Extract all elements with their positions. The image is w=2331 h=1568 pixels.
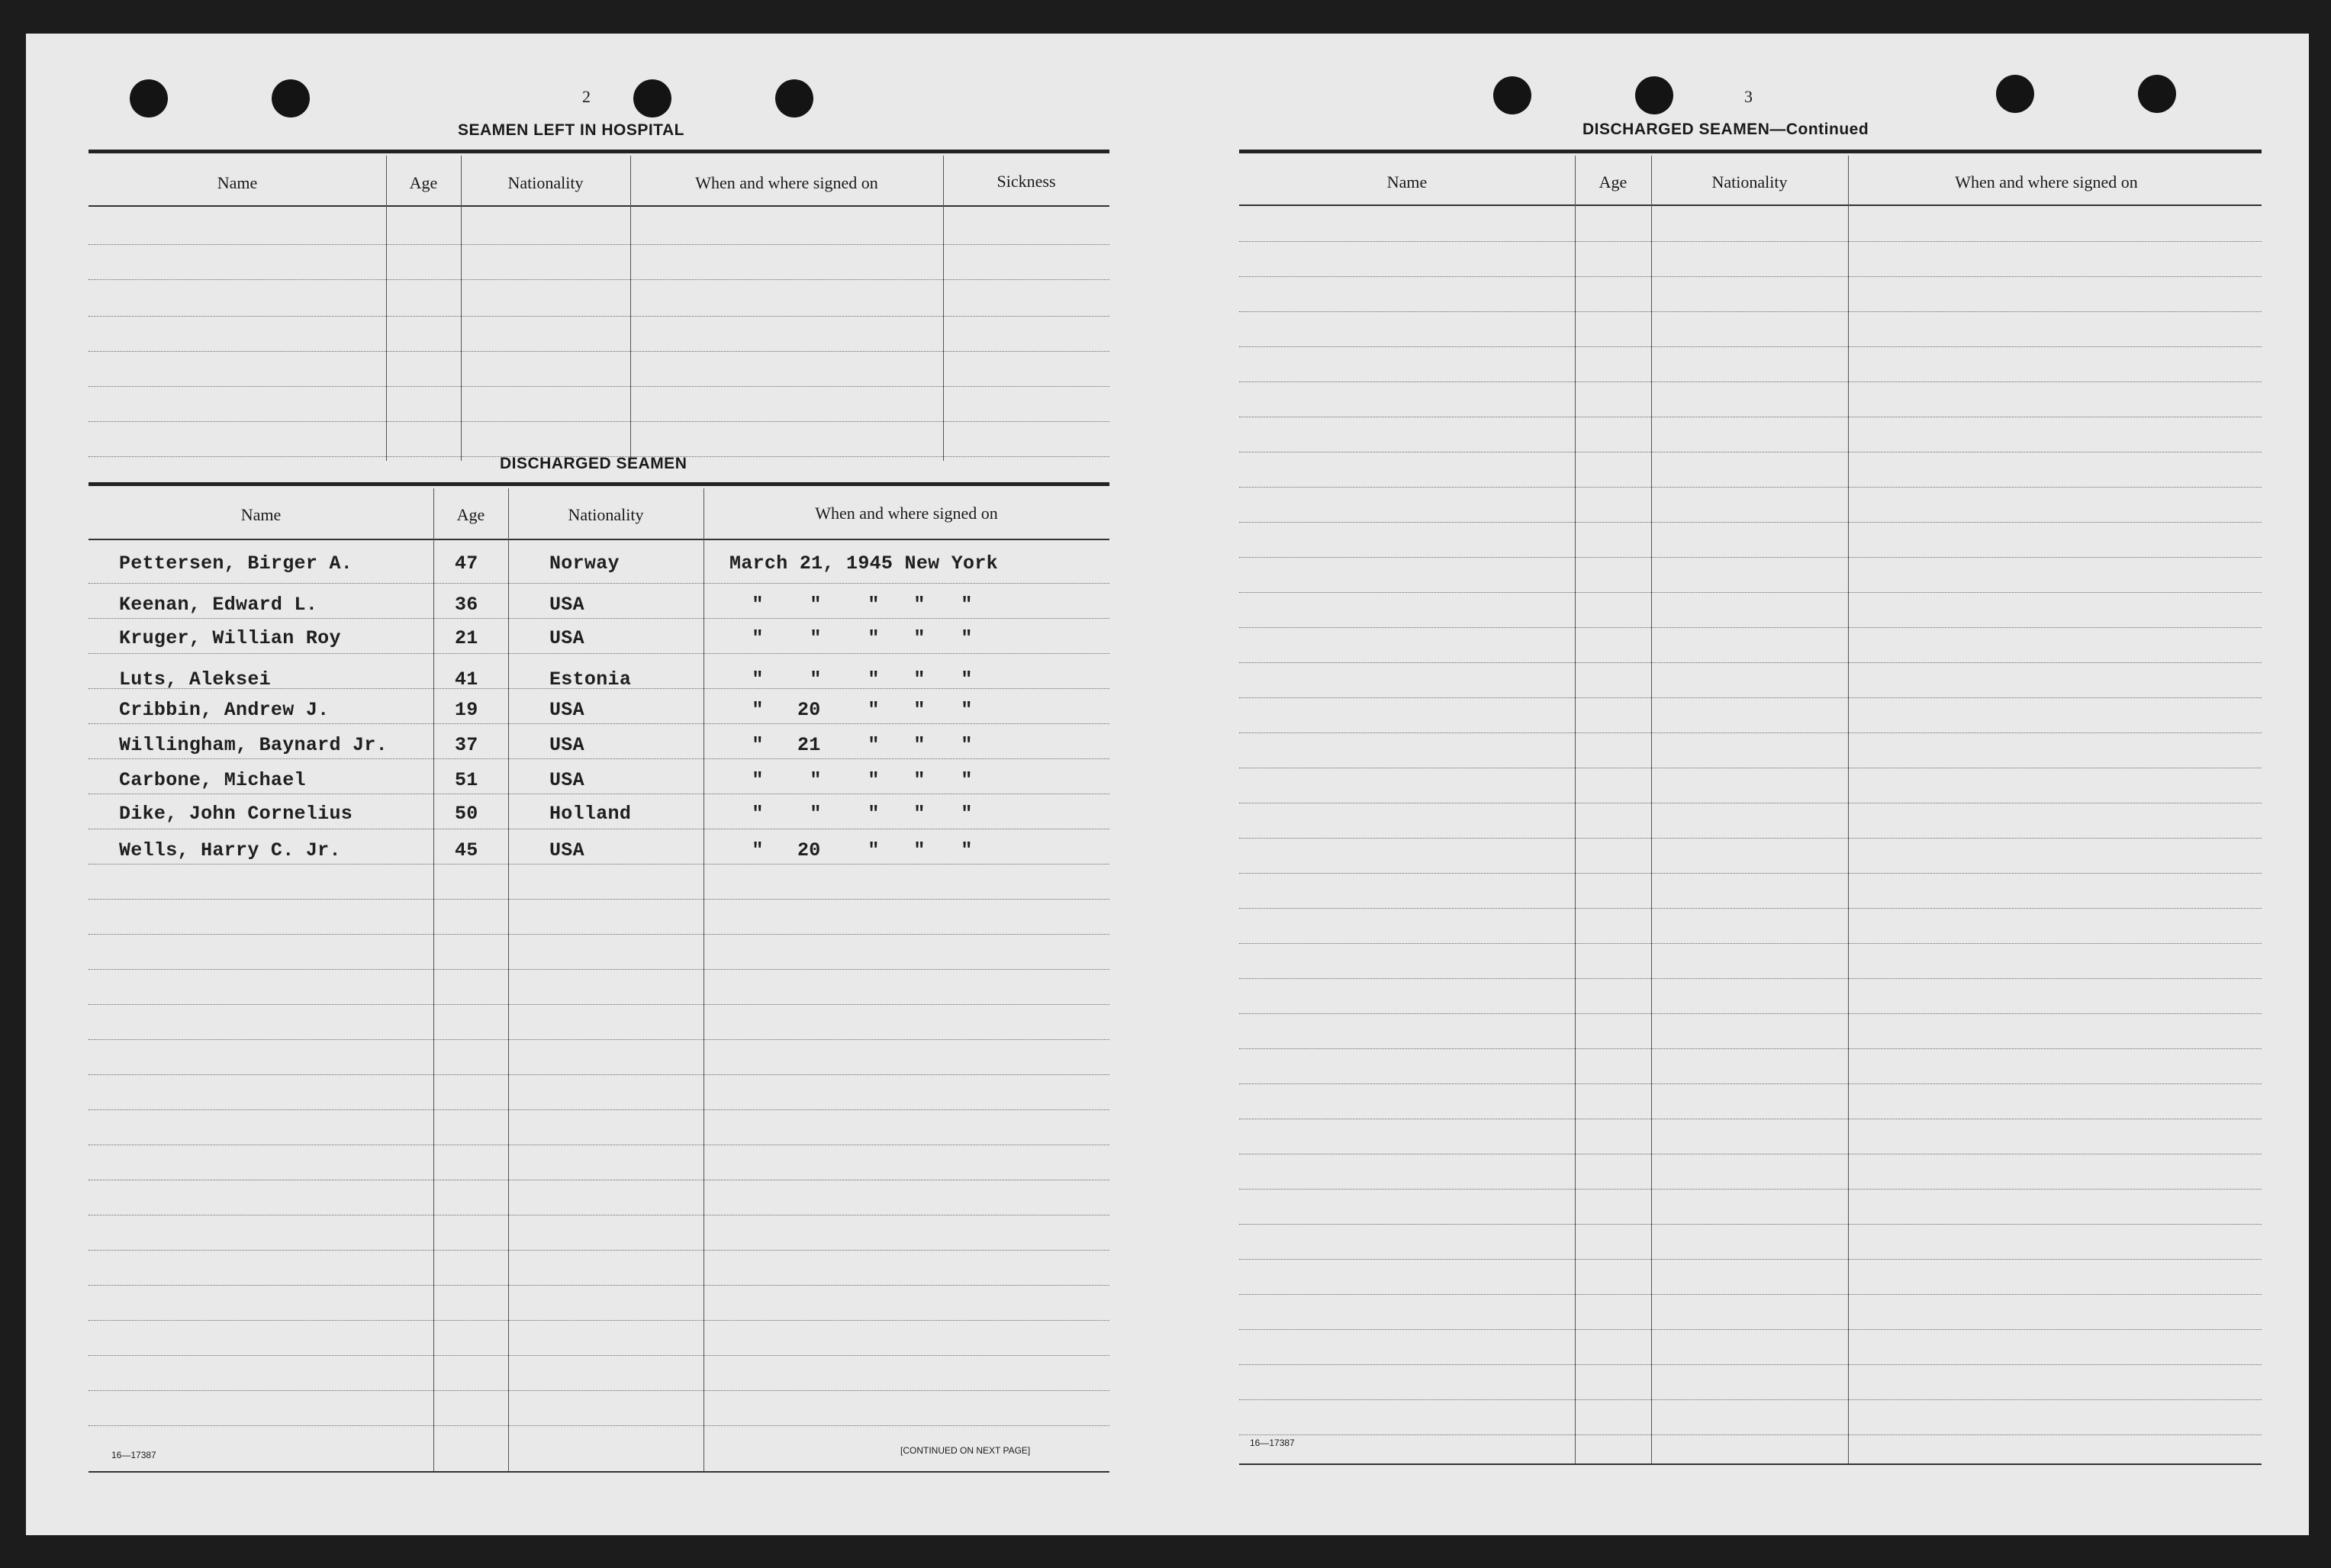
seaman-name: Cribbin, Andrew J. <box>119 699 330 721</box>
seaman-age: 45 <box>455 839 478 861</box>
signed-on-part: " <box>913 803 926 825</box>
seaman-name: Keenan, Edward L. <box>119 594 318 616</box>
column-header-nationality: Nationality <box>507 173 584 192</box>
signed-on-part: " <box>913 839 926 861</box>
signed-on-part: " <box>752 594 764 616</box>
column-header-signed-on: When and where signed on <box>1955 172 2138 192</box>
signed-on-part: " <box>961 594 973 616</box>
signed-on-part: " <box>961 668 973 691</box>
signed-on-part: " <box>913 627 926 649</box>
signed-on-part: " <box>752 769 764 791</box>
signed-on-part: " <box>752 699 764 721</box>
signed-on-part: " <box>961 803 973 825</box>
seaman-nationality: Norway <box>549 552 620 575</box>
signed-on-part: " <box>810 769 822 791</box>
seaman-age: 50 <box>455 803 478 825</box>
discharged-section-title: DISCHARGED SEAMEN <box>500 455 687 472</box>
seaman-age: 21 <box>455 627 478 649</box>
punch-hole <box>633 79 671 118</box>
page-number: 3 <box>1744 87 1753 106</box>
column-header-nationality: Nationality <box>1711 172 1788 192</box>
seaman-nationality: USA <box>549 699 584 721</box>
document-sheet <box>26 34 2309 1535</box>
signed-on-part: " <box>752 839 764 861</box>
signed-on-part: " <box>913 594 926 616</box>
seaman-name: Carbone, Michael <box>119 769 306 791</box>
form-number: 16—17387 <box>111 1450 156 1460</box>
signed-on-part: " <box>868 627 880 649</box>
signed-on-part: " <box>752 668 764 691</box>
seaman-nationality: USA <box>549 594 584 616</box>
seaman-age: 51 <box>455 769 478 791</box>
seaman-nationality: USA <box>549 627 584 649</box>
signed-on-part: " <box>752 627 764 649</box>
punch-hole <box>272 79 310 118</box>
signed-on-part: " <box>868 668 880 691</box>
punch-hole <box>1996 75 2034 113</box>
signed-on-part: " <box>913 734 926 756</box>
seaman-nationality: USA <box>549 839 584 861</box>
seaman-nationality: USA <box>549 769 584 791</box>
signed-on-part: " <box>810 668 822 691</box>
signed-on-part: 20 <box>797 699 821 721</box>
column-header-signed-on: When and where signed on <box>815 504 998 523</box>
punch-hole <box>775 79 813 118</box>
signed-on-part: " <box>752 734 764 756</box>
seaman-name: Willingham, Baynard Jr. <box>119 734 388 756</box>
discharged-continued-title: DISCHARGED SEAMEN—Continued <box>1582 121 1869 138</box>
signed-on-part: " <box>752 803 764 825</box>
seaman-age: 19 <box>455 699 478 721</box>
seaman-name: Kruger, Willian Roy <box>119 627 341 649</box>
signed-on-part: " <box>913 668 926 691</box>
form-number: 16—17387 <box>1250 1438 1295 1448</box>
column-header-age: Age <box>1599 172 1628 192</box>
punch-hole <box>1493 76 1531 114</box>
signed-on-part: " <box>868 803 880 825</box>
punch-hole <box>2138 75 2176 113</box>
signed-on-part: " <box>961 839 973 861</box>
continued-note: [CONTINUED ON NEXT PAGE] <box>900 1445 1031 1456</box>
signed-on-part: " <box>810 803 822 825</box>
column-header-age: Age <box>409 173 438 192</box>
punch-hole <box>130 79 168 118</box>
column-header-nationality: Nationality <box>568 505 644 524</box>
signed-on-part: " <box>913 769 926 791</box>
column-header-name: Name <box>217 173 258 192</box>
signed-on: March 21, 1945 New York <box>729 552 998 575</box>
signed-on-part: " <box>868 839 880 861</box>
column-header-name: Name <box>240 505 282 524</box>
signed-on-part: " <box>913 699 926 721</box>
seaman-nationality: USA <box>549 734 584 756</box>
signed-on-part: 20 <box>797 839 821 861</box>
seaman-name: Luts, Aleksei <box>119 668 271 691</box>
signed-on-part: " <box>810 594 822 616</box>
seaman-name: Dike, John Cornelius <box>119 803 353 825</box>
signed-on-part: 21 <box>797 734 821 756</box>
signed-on-part: " <box>868 734 880 756</box>
seaman-nationality: Estonia <box>549 668 632 691</box>
column-header-name: Name <box>1386 172 1428 192</box>
column-header-sickness: Sickness <box>996 172 1056 191</box>
signed-on-part: " <box>961 627 973 649</box>
signed-on-part: " <box>868 769 880 791</box>
seaman-age: 37 <box>455 734 478 756</box>
seaman-age: 47 <box>455 552 478 575</box>
seaman-age: 41 <box>455 668 478 691</box>
column-header-signed-on: When and where signed on <box>695 173 878 192</box>
signed-on-part: " <box>810 627 822 649</box>
punch-hole <box>1635 76 1673 114</box>
signed-on-part: " <box>961 734 973 756</box>
signed-on-part: " <box>961 769 973 791</box>
seaman-age: 36 <box>455 594 478 616</box>
hospital-section-title: SEAMEN LEFT IN HOSPITAL <box>458 121 684 139</box>
column-header-age: Age <box>456 505 485 524</box>
page-number: 2 <box>582 87 591 106</box>
signed-on-part: " <box>961 699 973 721</box>
signed-on-part: " <box>868 699 880 721</box>
seaman-name: Wells, Harry C. Jr. <box>119 839 341 861</box>
seaman-nationality: Holland <box>549 803 632 825</box>
seaman-name: Pettersen, Birger A. <box>119 552 353 575</box>
signed-on-part: " <box>868 594 880 616</box>
